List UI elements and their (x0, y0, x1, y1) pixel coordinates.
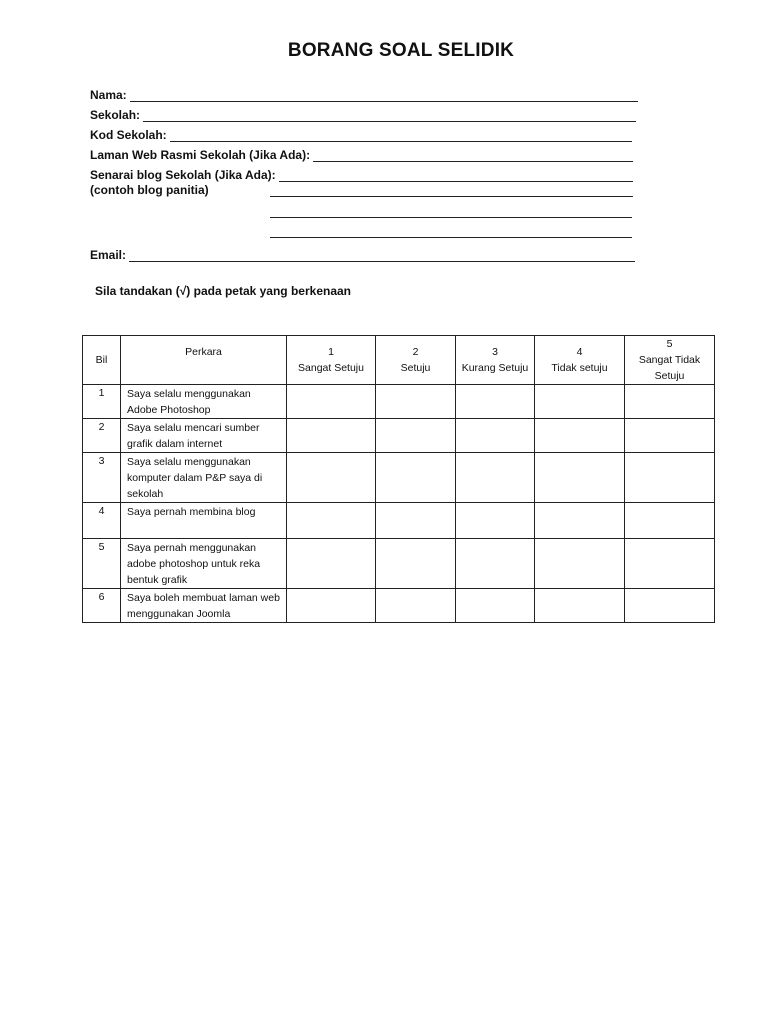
header-scale-4 (535, 336, 625, 385)
header-scale-4-num: 4 (576, 346, 583, 358)
answer-cell-2[interactable] (376, 503, 456, 539)
answer-cell-2[interactable] (376, 453, 456, 503)
answer-cell-3[interactable] (456, 385, 535, 419)
answer-cell-2[interactable] (376, 419, 456, 453)
header-scale-5-num: 5 (666, 338, 673, 350)
table-row (83, 453, 715, 503)
answer-cell-2[interactable] (376, 589, 456, 623)
answer-cell-4[interactable] (535, 453, 625, 503)
field-senarai-blog-label: Senarai blog Sekolah (Jika Ada): (90, 168, 276, 182)
form-title: BORANG SOAL SELIDIK (287, 40, 515, 61)
survey-table (82, 335, 715, 623)
contoh-blog-note: (contoh blog panitia) (90, 183, 209, 197)
answer-cell-3[interactable] (456, 419, 535, 453)
row-bil: 5 (83, 539, 121, 589)
header-scale-1 (287, 336, 376, 385)
answer-cell-2[interactable] (376, 539, 456, 589)
table-row (83, 589, 715, 623)
header-scale-5 (625, 336, 715, 385)
row-bil: 1 (83, 385, 121, 419)
header-bil: Bil (83, 336, 121, 385)
answer-cell-1[interactable] (287, 419, 376, 453)
header-scale-1-num: 1 (328, 346, 334, 358)
field-sekolah-line[interactable] (143, 109, 636, 122)
table-header-row (83, 336, 715, 385)
answer-cell-5[interactable] (625, 453, 715, 503)
blog-extra-line-3[interactable] (270, 237, 632, 238)
answer-cell-5[interactable] (625, 539, 715, 589)
field-laman-web-line[interactable] (313, 149, 633, 162)
answer-cell-2[interactable] (376, 385, 456, 419)
header-scale-4-label: Tidak setuju (551, 362, 608, 374)
answer-cell-1[interactable] (287, 385, 376, 419)
answer-cell-4[interactable] (535, 503, 625, 539)
field-laman-web[interactable] (90, 144, 633, 162)
answer-cell-4[interactable] (535, 539, 625, 589)
answer-cell-5[interactable] (625, 503, 715, 539)
header-scale-3-num: 3 (492, 346, 498, 358)
answer-cell-1[interactable] (287, 589, 376, 623)
field-senarai-blog[interactable] (90, 164, 633, 182)
field-laman-web-label: Laman Web Rasmi Sekolah (Jika Ada): (90, 148, 311, 162)
answer-cell-4[interactable] (535, 589, 625, 623)
answer-cell-3[interactable] (456, 453, 535, 503)
field-sekolah-label: Sekolah: (90, 108, 141, 122)
table-row (83, 385, 715, 419)
field-nama[interactable] (90, 84, 638, 102)
row-perkara: Saya boleh membuat laman web menggunakan Joomla (121, 589, 287, 623)
table-row (83, 419, 715, 453)
blog-extra-line-1[interactable] (270, 196, 633, 197)
row-bil: 3 (83, 453, 121, 503)
answer-cell-1[interactable] (287, 503, 376, 539)
field-email[interactable] (90, 244, 635, 262)
table-row (83, 539, 715, 589)
field-senarai-blog-line[interactable] (279, 169, 633, 182)
answer-cell-1[interactable] (287, 539, 376, 589)
instruction-text: Sila tandakan (√) pada petak yang berkenaan (95, 284, 352, 298)
header-scale-1-label: Sangat Setuju (298, 362, 364, 374)
header-perkara: Perkara (121, 336, 287, 385)
field-nama-line[interactable] (130, 89, 638, 102)
row-bil: 2 (83, 419, 121, 453)
answer-cell-5[interactable] (625, 589, 715, 623)
answer-cell-5[interactable] (625, 385, 715, 419)
table-row (83, 503, 715, 539)
row-perkara: Saya pernah membina blog (121, 503, 287, 539)
header-scale-2-num: 2 (412, 346, 419, 358)
row-perkara: Saya selalu menggunakan komputer dalam P&P saya di sekolah (121, 453, 287, 503)
answer-cell-5[interactable] (625, 419, 715, 453)
field-email-line[interactable] (129, 249, 635, 262)
field-email-label: Email: (90, 248, 127, 262)
answer-cell-3[interactable] (456, 539, 535, 589)
answer-cell-4[interactable] (535, 419, 625, 453)
header-scale-5-label: Sangat Tidak Setuju (638, 354, 701, 382)
header-scale-3 (456, 336, 535, 385)
field-sekolah[interactable] (90, 104, 636, 122)
header-scale-2 (376, 336, 456, 385)
answer-cell-4[interactable] (535, 385, 625, 419)
row-perkara: Saya selalu menggunakan Adobe Photoshop (121, 385, 287, 419)
answer-cell-3[interactable] (456, 589, 535, 623)
row-bil: 6 (83, 589, 121, 623)
row-bil: 4 (83, 503, 121, 539)
row-perkara: Saya selalu mencari sumber grafik dalam internet (121, 419, 287, 453)
field-kod-sekolah[interactable] (90, 124, 632, 142)
answer-cell-1[interactable] (287, 453, 376, 503)
field-kod-sekolah-label: Kod Sekolah: (90, 128, 167, 142)
field-nama-label: Nama: (90, 88, 127, 102)
blog-extra-line-2[interactable] (270, 217, 632, 218)
row-perkara: Saya pernah menggunakan adobe photoshop untuk reka bentuk grafik (121, 539, 287, 589)
header-scale-2-label: Setuju (400, 362, 431, 374)
header-scale-3-label: Kurang Setuju (461, 362, 529, 374)
answer-cell-3[interactable] (456, 503, 535, 539)
field-kod-sekolah-line[interactable] (170, 129, 632, 142)
